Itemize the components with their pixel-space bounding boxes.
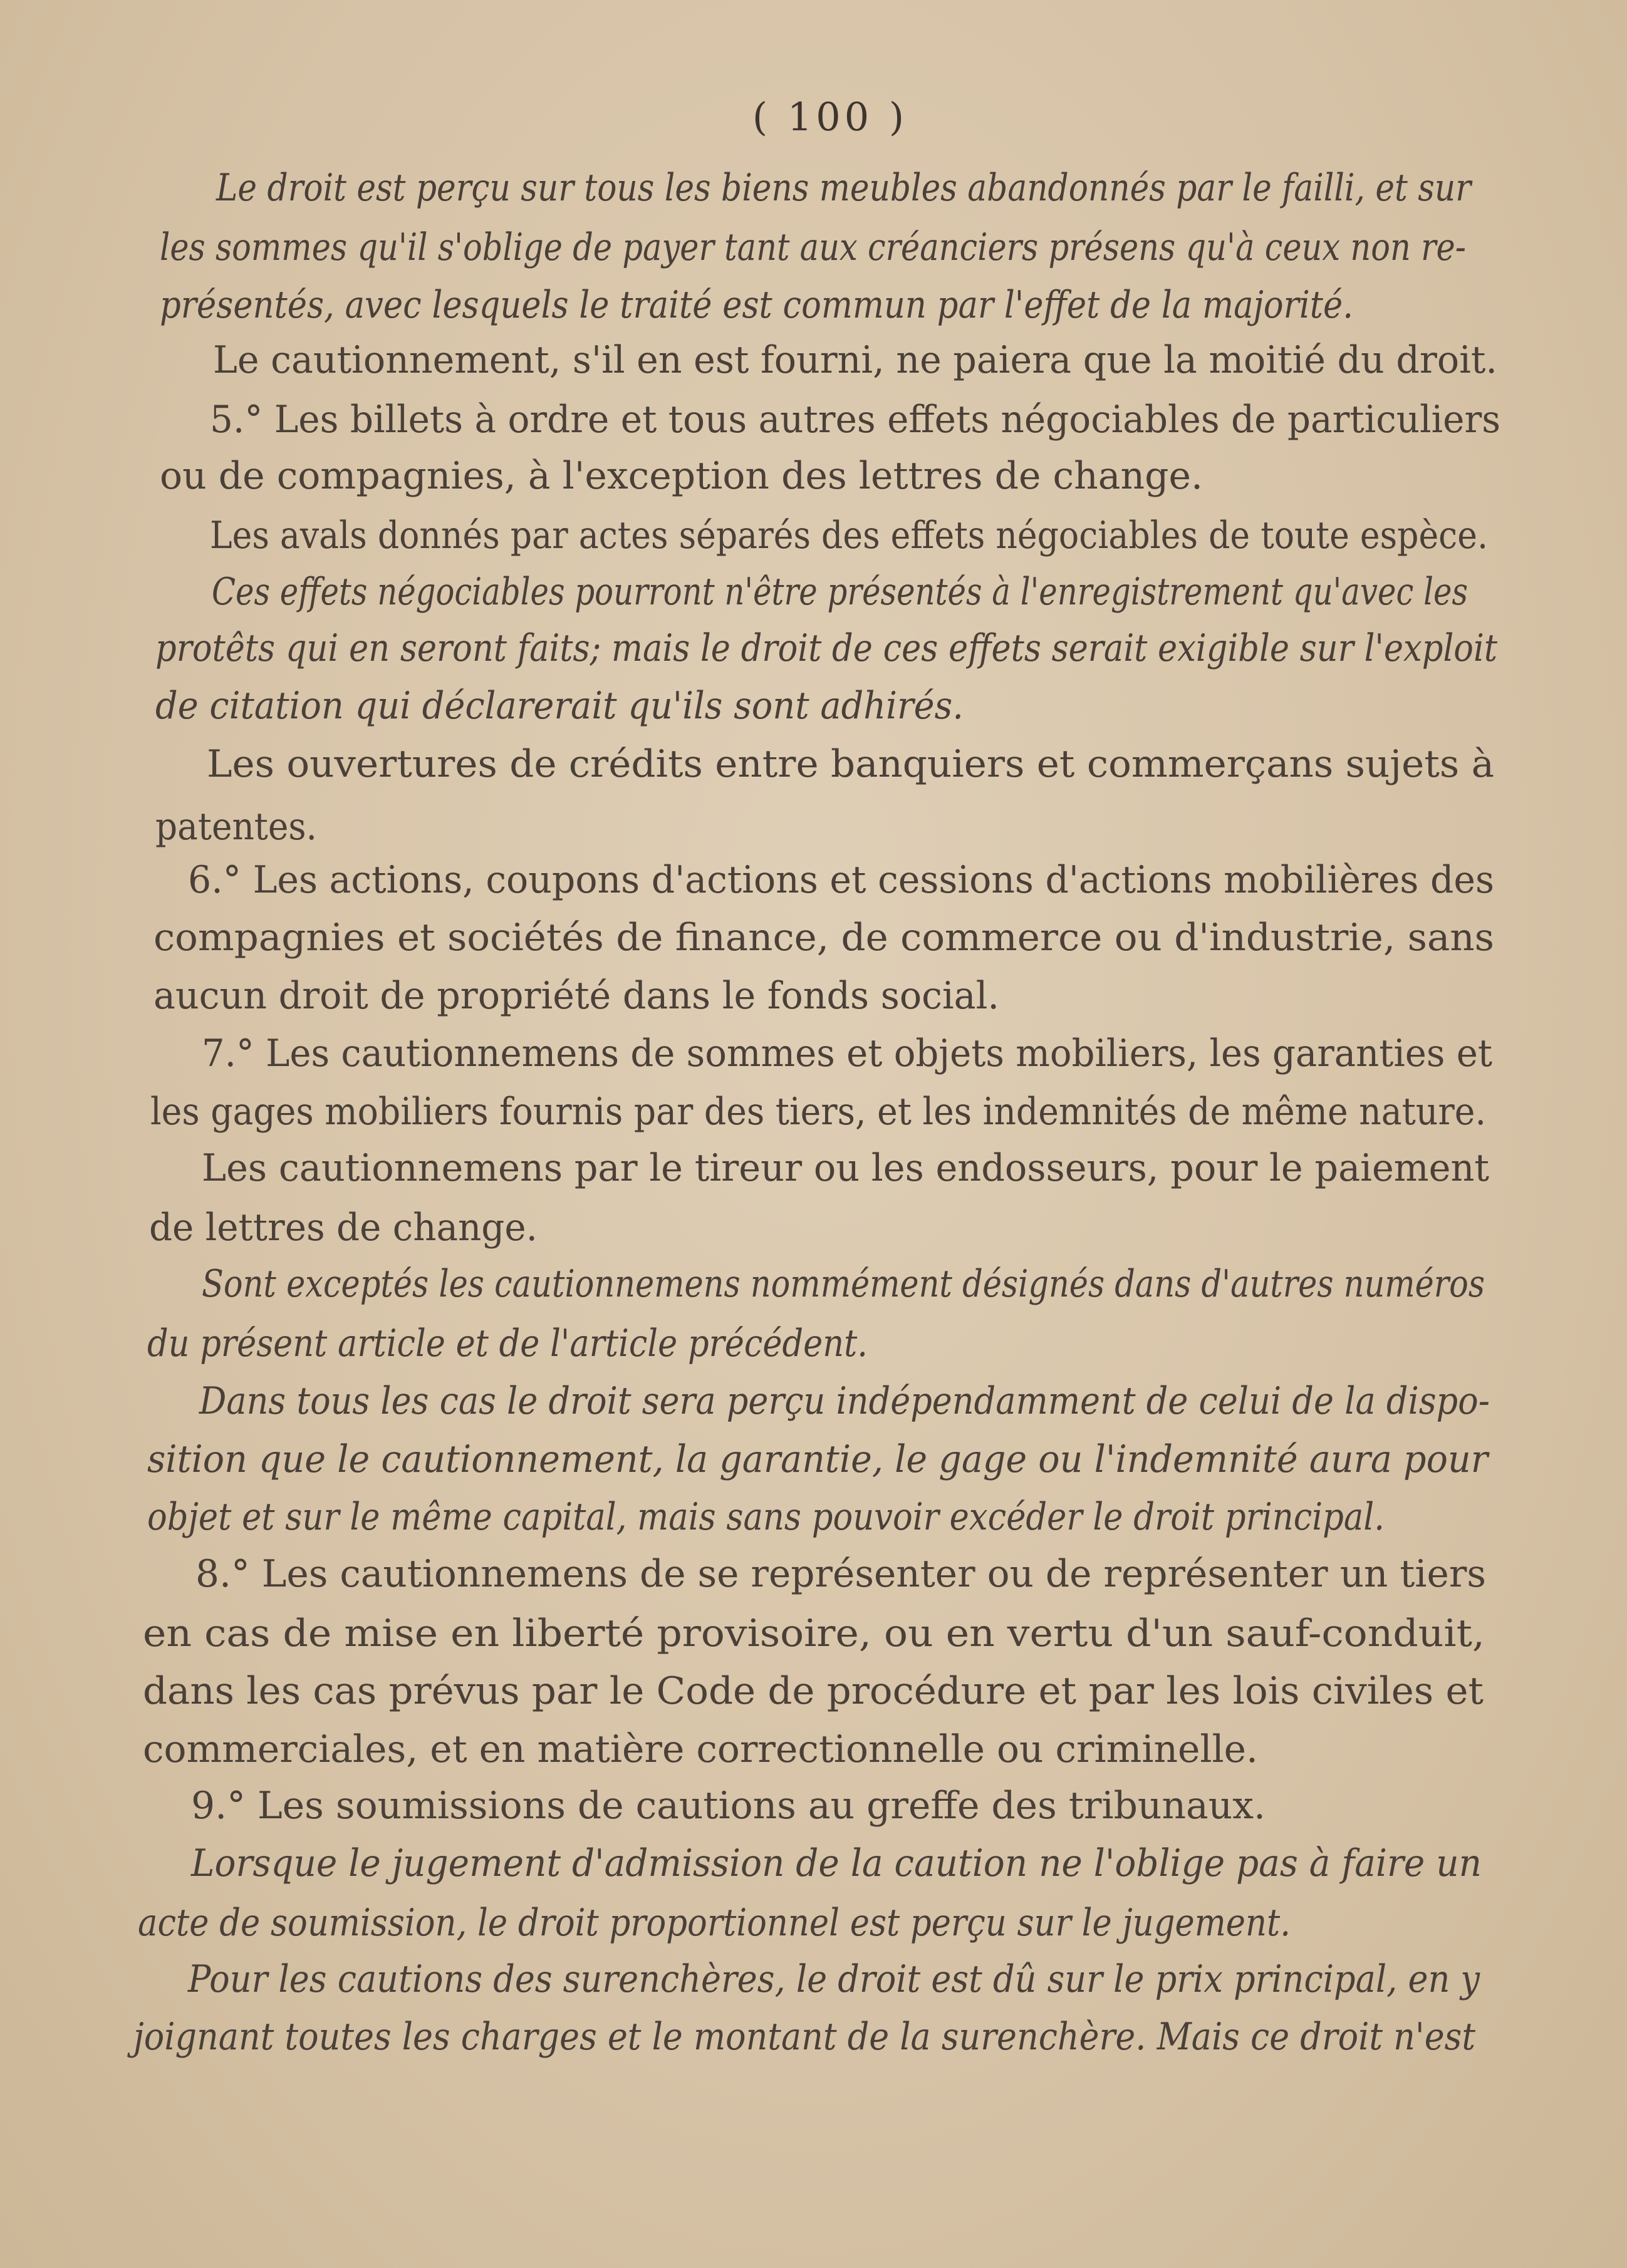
text-line: les sommes qu'il s'oblige de payer tant aux créanciers présens qu'à ceux non re- — [160, 225, 1466, 269]
text-line: acte de soumission, le droit proportionnel est perçu sur le jugement. — [138, 1901, 1291, 1945]
text-line: Sont exceptés les cautionnemens nommément désignés dans d'autres numéros — [202, 1262, 1485, 1306]
text-line: protêts qui en seront faits; mais le droit de ces effets serait exigible sur l'exploit — [155, 626, 1497, 670]
text-line: les gages mobiliers fournis par des tiers, et les indemnités de même nature. — [150, 1090, 1486, 1134]
text-line: 6.° Les actions, coupons d'actions et cessions d'actions mobilières des — [188, 858, 1494, 902]
text-line: aucun droit de propriété dans le fonds social. — [153, 974, 999, 1018]
text-line: présentés, avec lesquels le traité est commun par l'effet de la majorité. — [160, 283, 1353, 327]
text-line: de lettres de change. — [149, 1206, 538, 1250]
text-line: patentes. — [155, 805, 317, 849]
text-line: joignant toutes les charges et le montant de la surenchère. Mais ce droit n'est — [133, 2015, 1475, 2059]
text-line: Le cautionnement, s'il en est fourni, ne paiera que la moitié du droit. — [213, 338, 1497, 382]
text-line: Ces effets négociables pourront n'être présentés à l'enregistrement qu'avec les — [212, 570, 1468, 614]
text-line: Pour les cautions des surenchères, le droit est dû sur le prix principal, en y — [188, 1957, 1480, 2001]
text-line: Les ouvertures de crédits entre banquiers et commerçans sujets à — [207, 742, 1494, 786]
text-line: sition que le cautionnement, la garantie, le gage ou l'indemnité aura pour — [147, 1437, 1488, 1481]
text-line: de citation qui déclarerait qu'ils sont adhirés. — [155, 684, 964, 728]
page-number: ( 100 ) — [752, 94, 908, 140]
text-line: 8.° Les cautionnemens de se représenter ou de représenter un tiers — [195, 1552, 1486, 1596]
text-line: 9.° Les soumissions de cautions au greffe des tribunaux. — [191, 1784, 1266, 1828]
text-line: objet et sur le même capital, mais sans pouvoir excéder le droit principal. — [147, 1495, 1385, 1539]
text-line: compagnies et sociétés de finance, de commerce ou d'industrie, sans — [153, 916, 1494, 960]
text-line: commerciales, et en matière correctionnelle ou criminelle. — [143, 1727, 1258, 1771]
text-line: 5.° Les billets à ordre et tous autres effets négociables de particuliers — [210, 398, 1500, 442]
text-line: Le droit est perçu sur tous les biens meubles abandonnés par le failli, et sur — [216, 166, 1471, 210]
text-line: Les cautionnemens par le tireur ou les endosseurs, pour le paiement — [202, 1146, 1489, 1190]
text-line: ou de compagnies, à l'exception des lettres de change. — [160, 454, 1203, 498]
text-line: en cas de mise en liberté provisoire, ou en vertu d'un sauf-conduit, — [143, 1612, 1485, 1655]
text-line: 7.° Les cautionnemens de sommes et objets mobiliers, les garanties et — [202, 1032, 1492, 1075]
text-line: Lorsque le jugement d'admission de la caution ne l'oblige pas à faire un — [191, 1841, 1482, 1885]
text-line: Les avals donnés par actes séparés des effets négociables de toute espèce. — [210, 514, 1488, 557]
text-line: dans les cas prévus par le Code de procédure et par les lois civiles et — [143, 1669, 1484, 1713]
text-line: du présent article et de l'article précédent. — [147, 1322, 868, 1365]
text-line: Dans tous les cas le droit sera perçu indépendamment de celui de la dispo- — [199, 1379, 1490, 1423]
